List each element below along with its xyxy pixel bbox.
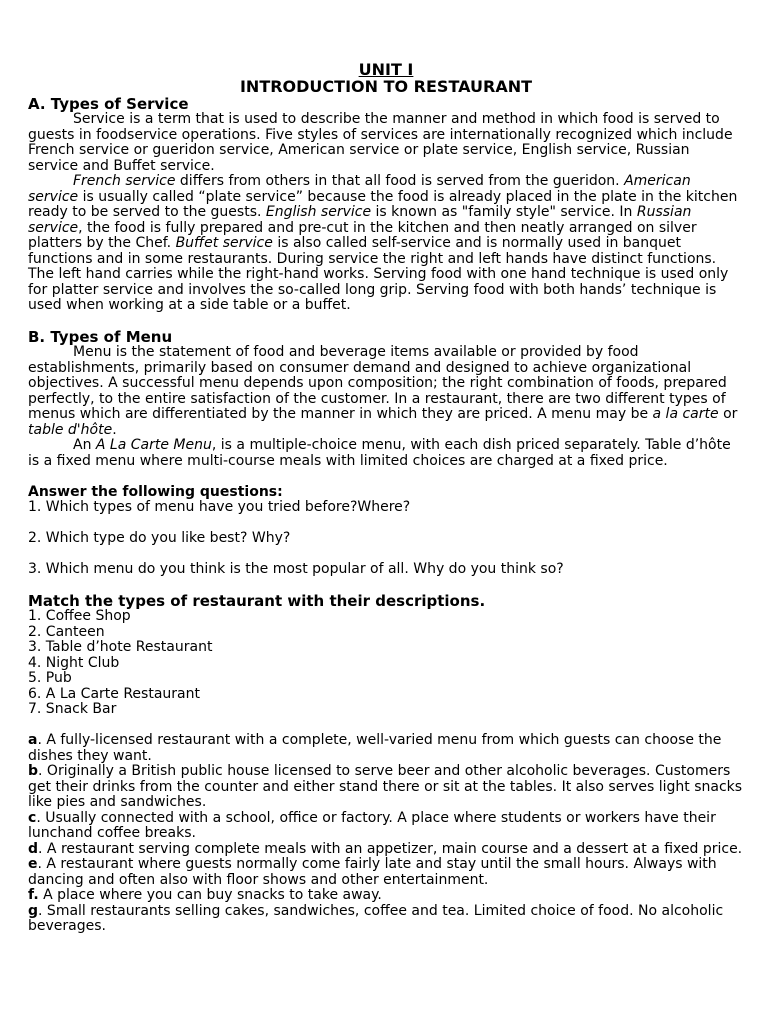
unit-title: UNIT I xyxy=(358,60,414,79)
section-a-heading: A. Types of Service xyxy=(28,95,189,113)
text-run: differs from others in that all food is served from the gueridon. xyxy=(175,173,625,189)
description-text: . Usually connected with a school, office or factory. A place where students or workers have their lunchand coffee breaks. xyxy=(28,809,716,841)
description-letter: e xyxy=(28,856,38,872)
term-table-dhote: table d'hôte xyxy=(28,421,113,438)
question-item: 1. Which types of menu have you tried before?Where? xyxy=(28,499,411,515)
restaurant-item: 3. Table d’hote Restaurant xyxy=(28,639,213,655)
text-run: is also called self-service and is normally used in banquet functions and in some restaurants. During service the right and left hands have distinct functions. The left hand carries while the right-hand works. Serving food with one hand technique is used only for platter service and involves the so-called long grip. Serving food with both hands’ technique is used when working at a side table or a buffet. xyxy=(28,235,729,313)
description-text: . A fully-licensed restaurant with a complete, well-varied menu from which guests can choose the dishes they want. xyxy=(28,732,722,764)
description-letter: f. xyxy=(28,887,39,903)
page-title: INTRODUCTION TO RESTAURANT xyxy=(239,77,533,96)
section-b-paragraph-1 xyxy=(28,345,744,438)
description-text: . A restaurant where guests normally come fairly late and stay until the small hours. Always with dancing and often also with floor shows and other entertainment. xyxy=(28,856,717,888)
description-text: A place where you can buy snacks to take away. xyxy=(38,887,382,903)
restaurant-item: 4. Night Club xyxy=(28,654,120,671)
section-b-paragraph-2 xyxy=(28,438,744,469)
text-run: An xyxy=(73,437,96,453)
text-run: , the food is fully prepared and pre-cut in the kitchen and then neatly arranged on silver platters by the Chef. xyxy=(28,219,697,251)
description-text: . A restaurant serving complete meals with an appetizer, main course and a dessert at a fixed price. xyxy=(38,840,743,857)
description-item xyxy=(28,888,744,904)
description-letter: b xyxy=(28,763,39,779)
restaurant-item: 2. Canteen xyxy=(28,623,105,640)
section-b-heading: B. Types of Menu xyxy=(28,328,173,346)
restaurant-item: 7. Snack Bar xyxy=(28,701,117,717)
description-letter: g xyxy=(28,902,39,919)
description-item xyxy=(28,733,744,764)
term-russian-service: Russian service xyxy=(28,204,692,236)
description-letter: d xyxy=(28,840,39,857)
term-american-service: American service xyxy=(28,173,691,205)
question-item: 2. Which type do you like best? Why? xyxy=(28,530,291,546)
term-buffet-service: Buffet service xyxy=(175,235,273,251)
document-page xyxy=(28,61,744,935)
description-item xyxy=(28,764,744,811)
text-run: is known as "family style" service. In xyxy=(371,204,637,220)
description-item xyxy=(28,842,744,858)
text-run: is usually called “plate service” because the food is already placed in the plate in the kitchen ready to be served to the guests. xyxy=(28,188,738,220)
term-french-service: French service xyxy=(73,173,176,189)
text-run: or xyxy=(718,406,738,422)
match-heading: Match the types of restaurant with their descriptions. xyxy=(28,592,486,610)
text-run: . xyxy=(112,421,117,438)
question-item: 3. Which menu do you think is the most popular of all. Why do you think so? xyxy=(28,561,564,577)
restaurant-item: 5. Pub xyxy=(28,670,72,686)
term-a-la-carte: a la carte xyxy=(652,406,719,422)
description-letter: a xyxy=(28,732,38,748)
section-a-paragraph-1: Service is a term that is used to describe the manner and method in which food is served to guests in foodservice operations. Five styles of services are internationally recognized which include French service or gueridon service, American service or plate service, English service, Russian service and Buffet service. xyxy=(28,111,733,174)
description-item xyxy=(28,904,744,935)
description-item xyxy=(28,811,744,842)
description-item xyxy=(28,857,744,888)
restaurant-item: 1. Coffee Shop xyxy=(28,608,131,624)
questions-heading: Answer the following questions: xyxy=(28,483,283,500)
term-a-la-carte-menu: A La Carte Menu xyxy=(95,437,212,453)
description-text: . Originally a British public house licensed to serve beer and other alcoholic beverages. Customers get their drinks from the counter and either stand there or sit at the tables. It also serves light snacks like pies and sandwiches. xyxy=(28,763,743,810)
term-english-service: English service xyxy=(265,204,372,220)
text-run: Menu is the statement of food and beverage items available or provided by food establishments, primarily based on consumer demand and designed to achieve organizational objectives. A successful menu depends upon composition; the right combination of foods, prepared perfectly, to the entire satisfaction of the customer. In a restaurant, there are two different types of menus which are differentiated by the manner in which they are priced. A menu may be xyxy=(28,344,727,422)
description-text: . Small restaurants selling cakes, sandwiches, coffee and tea. Limited choice of food. No alcoholic beverages. xyxy=(28,902,724,934)
text-run: , is a multiple-choice menu, with each dish priced separately. Table d’hôte is a fixed menu where multi-course meals with limited choices are charged at a fixed price. xyxy=(28,437,731,469)
restaurant-item: 6. A La Carte Restaurant xyxy=(28,685,200,702)
section-a-paragraph-2 xyxy=(28,174,744,314)
description-letter: c xyxy=(28,809,37,826)
